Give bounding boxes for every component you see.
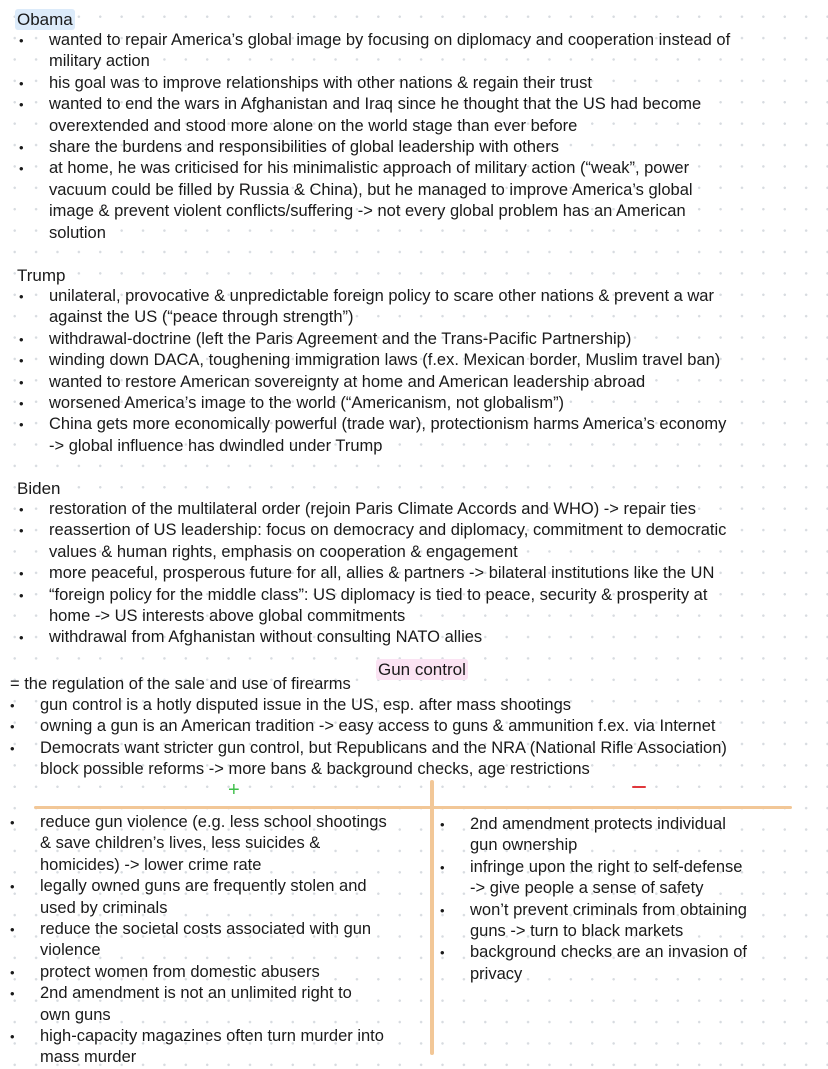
list-item-line: guns -> turn to black markets — [470, 922, 684, 941]
list-item — [19, 499, 726, 520]
list-item-line: • high-capacity magazines often turn murder into — [40, 1027, 384, 1046]
list-item — [440, 942, 747, 985]
list-item-line: • 2nd amendment protects individual — [470, 815, 726, 833]
list-item-line: • reduce gun violence (e.g. less school shootings — [40, 813, 387, 831]
list-item — [10, 919, 387, 962]
list-item-line: privacy — [470, 964, 523, 983]
list-item — [19, 372, 726, 393]
list-item — [10, 812, 387, 876]
list-item-line: • his goal was to improve relationships with other nations & regain their trust — [49, 73, 592, 92]
list-item — [19, 350, 726, 371]
list-item — [10, 962, 387, 983]
list-item — [10, 1026, 387, 1069]
list-item — [10, 738, 727, 781]
list-item-line: • unilateral, provocative & unpredictable foreign policy to scare other nations & prevent a war — [49, 287, 714, 305]
gun-control-list — [10, 695, 727, 781]
list-item-line: • winding down DACA, toughening immigration laws (f.ex. Mexican border, Muslim travel ban) — [49, 351, 721, 370]
list-item — [440, 857, 747, 900]
list-item-line: • at home, he was criticised for his minimalistic approach of military action (“weak”, power — [49, 159, 690, 178]
pro-plus-mark: + — [228, 779, 240, 801]
list-item-line: • wanted to repair America’s global image by focusing on diplomacy and cooperation instead of — [49, 31, 731, 49]
heading-biden: Biden — [17, 479, 61, 498]
list-item-line: own guns — [40, 1005, 111, 1024]
list-item — [440, 900, 747, 943]
list-item-line: • protect women from domestic abusers — [40, 962, 320, 981]
list-item-line: • “foreign policy for the middle class”: US diplomacy is tied to peace, security & prosperity at — [49, 585, 708, 604]
heading-trump: Trump — [17, 266, 66, 285]
list-item-line: -> global influence has dwindled under Trump — [49, 436, 383, 455]
contra-minus-mark — [632, 786, 646, 788]
pro-arguments-list — [10, 812, 387, 1069]
trump-list — [19, 286, 726, 457]
list-item-line: • wanted to end the wars in Afghanistan and Iraq since he thought that the US had become — [49, 95, 702, 114]
list-item-line: values & human rights, emphasis on cooperation & engagement — [49, 542, 518, 561]
list-item-line: • 2nd amendment is not an unlimited right to — [40, 984, 352, 1003]
list-item-line: solution — [49, 223, 106, 242]
list-item-line: against the US (“peace through strength”) — [49, 308, 354, 327]
list-item-line: • gun control is a hotly disputed issue in the US, esp. after mass shootings — [40, 696, 572, 714]
list-item-line: block possible reforms -> more bans & background checks, age restrictions — [40, 760, 590, 779]
obama-list — [19, 30, 730, 244]
list-item — [19, 520, 726, 563]
list-item-line: • wanted to restore American sovereignty at home and American leadership abroad — [49, 372, 646, 391]
list-item-line: • more peaceful, prosperous future for all, allies & partners -> bilateral institutions like the UN — [49, 564, 715, 583]
list-item-line: • China gets more economically powerful (trade war), protectionism harms America’s economy — [49, 415, 727, 434]
biden-list — [19, 499, 726, 649]
list-item — [10, 876, 387, 919]
list-item-line: homicides) -> lower crime rate — [40, 855, 262, 874]
list-item — [19, 329, 726, 350]
list-item — [10, 716, 727, 737]
list-item-line: image & prevent violent conflicts/suffering -> not every global problem has an American — [49, 202, 686, 221]
list-item-line: & save children’s lives, less suicides & — [40, 834, 321, 853]
table-divider-horizontal — [34, 806, 792, 809]
list-item — [19, 627, 726, 648]
list-item-line: overextended and stood more alone on the world stage than ever before — [49, 116, 578, 135]
list-item-line: • withdrawal-doctrine (left the Paris Agreement and the Trans-Pacific Partnership) — [49, 329, 632, 348]
list-item-line: violence — [40, 941, 101, 960]
list-item-line: • reassertion of US leadership: focus on democracy and diplomacy, commitment to democratic — [49, 521, 727, 540]
list-item-line: • legally owned guns are frequently stolen and — [40, 877, 367, 896]
list-item-line: used by criminals — [40, 898, 168, 917]
list-item-line: • won’t prevent criminals from obtaining — [470, 900, 747, 919]
list-item — [19, 137, 730, 158]
heading-obama: Obama — [17, 10, 73, 29]
list-item-line: • restoration of the multilateral order (rejoin Paris Climate Accords and WHO) -> repair ties — [49, 500, 696, 518]
list-item-line: • withdrawal from Afghanistan without consulting NATO allies — [49, 628, 483, 647]
list-item — [19, 563, 726, 584]
list-item — [10, 695, 727, 716]
list-item — [19, 393, 726, 414]
list-item — [19, 585, 726, 628]
list-item-line: gun ownership — [470, 836, 578, 855]
list-item — [440, 814, 747, 857]
list-item — [19, 30, 730, 73]
list-item-line: • worsened America’s image to the world (“Americanism, not globalism”) — [49, 394, 565, 413]
gun-control-definition: = the regulation of the sale and use of firearms — [10, 675, 351, 693]
list-item-line: • owning a gun is an American tradition -> easy access to guns & ammunition f.ex. via Internet — [40, 717, 716, 736]
list-item — [19, 94, 730, 137]
list-item-line: mass murder — [40, 1048, 137, 1067]
list-item-line: • reduce the societal costs associated with gun — [40, 920, 372, 939]
list-item-line: • background checks are an invasion of — [470, 943, 748, 962]
table-divider-vertical — [430, 780, 434, 1055]
list-item — [19, 414, 726, 457]
list-item — [10, 983, 387, 1026]
list-item-line: • share the burdens and responsibilities of global leadership with others — [49, 138, 559, 157]
list-item — [19, 158, 730, 244]
list-item-line: military action — [49, 52, 150, 71]
heading-gun-control: Gun control — [378, 660, 466, 679]
list-item — [19, 73, 730, 94]
list-item-line: vacuum could be filled by Russia & China), but he managed to improve America’s global — [49, 180, 693, 199]
list-item — [19, 286, 726, 329]
list-item-line: home -> US interests above global commitments — [49, 607, 406, 626]
list-item-line: • Democrats want stricter gun control, but Republicans and the NRA (National Rifle Association) — [40, 738, 727, 757]
list-item-line: • infringe upon the right to self-defense — [470, 857, 743, 876]
list-item-line: -> give people a sense of safety — [470, 879, 704, 898]
contra-arguments-list — [440, 814, 747, 985]
